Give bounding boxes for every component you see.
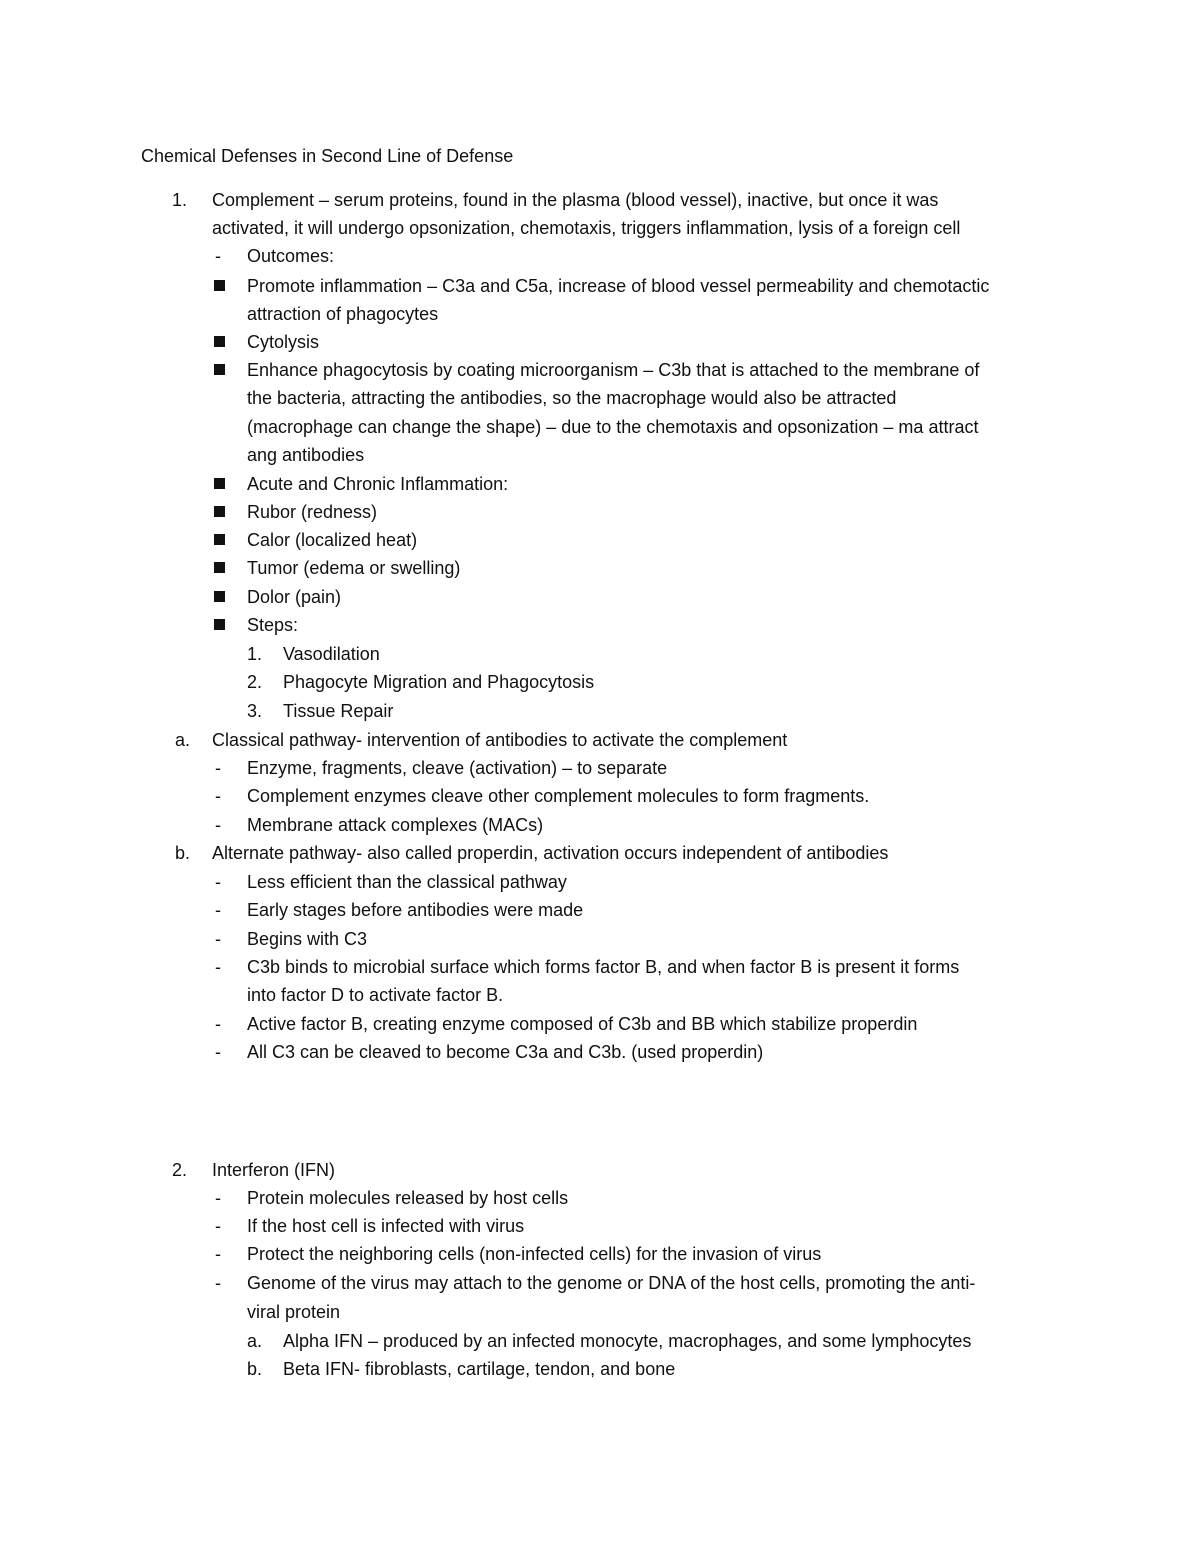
dash-bullet: - (215, 957, 221, 977)
dash-bullet: - (215, 246, 221, 266)
step-number: 2. (247, 672, 263, 692)
square-bullet-icon (214, 478, 225, 489)
list-number-2: 2. (172, 1160, 188, 1180)
step-number: 1. (247, 644, 263, 664)
dash-bullet: - (215, 1188, 221, 1208)
complement-text-line-2: activated, it will undergo opsonization, chemotaxis, triggers inflammation, lysis of a foreign cell (212, 218, 961, 238)
list-item: Active factor B, creating enzyme composed of C3b and BB which stabilize properdin (247, 1014, 918, 1034)
bullet-tumor: Tumor (edema or swelling) (247, 558, 461, 578)
step-item: Vasodilation (283, 644, 380, 664)
bullet-enhance-line-3: (macrophage can change the shape) – due to the chemotaxis and opsonization – ma attract (247, 417, 979, 437)
list-item: Genome of the virus may attach to the genome or DNA of the host cells, promoting the anti- (247, 1273, 976, 1293)
step-item: Phagocyte Migration and Phagocytosis (283, 672, 595, 692)
square-bullet-icon (214, 619, 225, 630)
list-item: Begins with C3 (247, 929, 368, 949)
bullet-promote-line-2: attraction of phagocytes (247, 304, 439, 324)
bullet-rubor: Rubor (redness) (247, 502, 378, 522)
sub-letter-b: b. (247, 1359, 263, 1379)
list-item: Less efficient than the classical pathway (247, 872, 567, 892)
sub-item-beta-ifn: Beta IFN- fibroblasts, cartilage, tendon, and bone (283, 1359, 676, 1379)
list-item: C3b binds to microbial surface which forms factor B, and when factor B is present it forms (247, 957, 960, 977)
square-bullet-icon (214, 562, 225, 573)
dash-bullet: - (215, 786, 221, 806)
dash-bullet: - (215, 1244, 221, 1264)
list-item-continuation: viral protein (247, 1302, 341, 1322)
list-item: Enzyme, fragments, cleave (activation) – to separate (247, 758, 668, 778)
square-bullet-icon (214, 591, 225, 602)
sub-item-alpha-ifn: Alpha IFN – produced by an infected monocyte, macrophages, and some lymphocytes (283, 1331, 972, 1351)
dash-bullet: - (215, 872, 221, 892)
square-bullet-icon (214, 506, 225, 517)
dash-bullet: - (215, 1216, 221, 1236)
dash-bullet: - (215, 815, 221, 835)
square-bullet-icon (214, 280, 225, 291)
square-bullet-icon (214, 534, 225, 545)
dash-bullet: - (215, 929, 221, 949)
square-bullet-icon (214, 336, 225, 347)
dash-bullet: - (215, 1042, 221, 1062)
square-bullet-icon (214, 364, 225, 375)
bullet-promote-line-1: Promote inflammation – C3a and C5a, increase of blood vessel permeability and chemotactic (247, 276, 990, 296)
bullet-calor: Calor (localized heat) (247, 530, 418, 550)
list-item: If the host cell is infected with virus (247, 1216, 525, 1236)
list-letter-a: a. (175, 730, 191, 750)
document-title: Chemical Defenses in Second Line of Defense (141, 146, 514, 166)
list-item: Protein molecules released by host cells (247, 1188, 569, 1208)
alternate-pathway-heading: Alternate pathway- also called properdin, activation occurs independent of antibodies (212, 843, 889, 863)
list-item: Complement enzymes cleave other complement molecules to form fragments. (247, 786, 870, 806)
interferon-heading: Interferon (IFN) (212, 1160, 336, 1180)
outcomes-label: Outcomes: (247, 246, 335, 266)
list-item: Protect the neighboring cells (non-infected cells) for the invasion of virus (247, 1244, 822, 1264)
list-item-continuation: into factor D to activate factor B. (247, 985, 504, 1005)
bullet-dolor: Dolor (pain) (247, 587, 342, 607)
bullet-enhance-line-1: Enhance phagocytosis by coating microorganism – C3b that is attached to the membrane of (247, 360, 980, 380)
bullet-steps: Steps: (247, 615, 299, 635)
bullet-enhance-line-2: the bacteria, attracting the antibodies, so the macrophage would also be attracted (247, 388, 897, 408)
dash-bullet: - (215, 1273, 221, 1293)
bullet-cytolysis: Cytolysis (247, 332, 320, 352)
bullet-enhance-line-4: ang antibodies (247, 445, 365, 465)
list-item: Early stages before antibodies were made (247, 900, 584, 920)
list-number-1: 1. (172, 190, 188, 210)
step-item: Tissue Repair (283, 701, 394, 721)
list-item: All C3 can be cleaved to become C3a and C3b. (used properdin) (247, 1042, 764, 1062)
bullet-acute: Acute and Chronic Inflammation: (247, 474, 509, 494)
dash-bullet: - (215, 758, 221, 778)
complement-text-line-1: Complement – serum proteins, found in the plasma (blood vessel), inactive, but once it was (212, 190, 939, 210)
sub-letter-a: a. (247, 1331, 263, 1351)
dash-bullet: - (215, 1014, 221, 1034)
list-letter-b: b. (175, 843, 191, 863)
dash-bullet: - (215, 900, 221, 920)
step-number: 3. (247, 701, 263, 721)
list-item: Membrane attack complexes (MACs) (247, 815, 544, 835)
classical-pathway-heading: Classical pathway- intervention of antibodies to activate the complement (212, 730, 788, 750)
